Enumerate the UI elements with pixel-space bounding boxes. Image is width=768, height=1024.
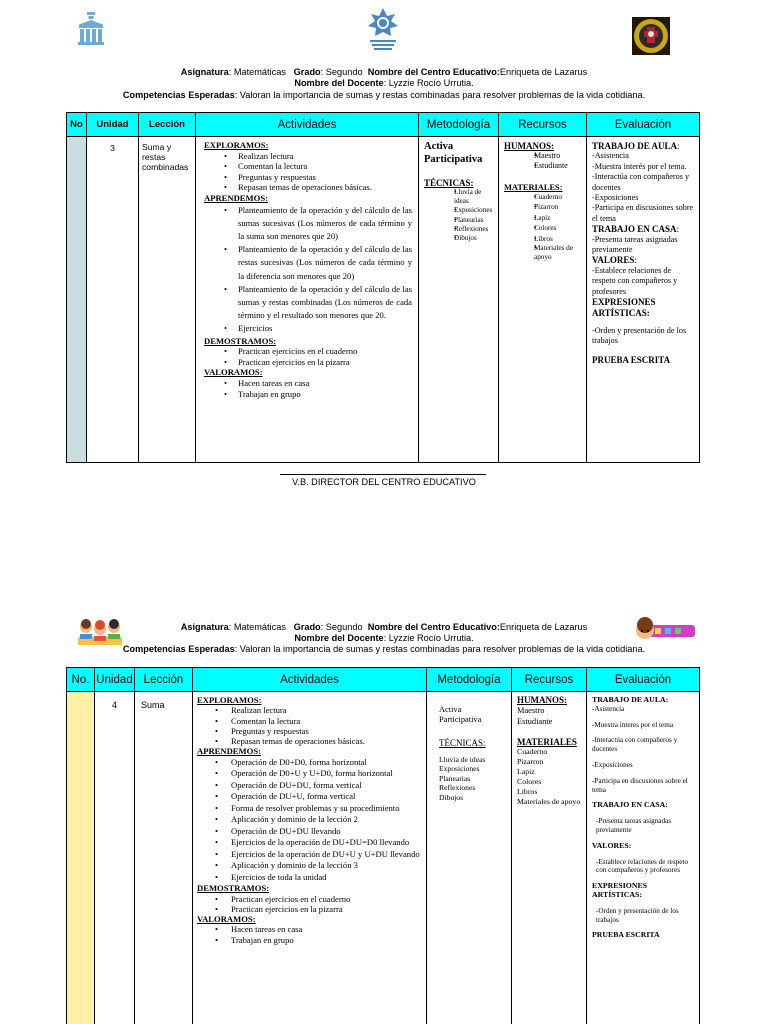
- header-unidad: Unidad: [87, 113, 139, 137]
- aprendemos-title: APRENDEMOS:: [197, 746, 261, 757]
- list-item: • Ejercicios de toda la unidad: [197, 872, 420, 884]
- table-row: [67, 692, 700, 1024]
- list-item: • Hacen tareas en casa: [197, 924, 420, 934]
- header-leccion: Lección: [139, 113, 196, 137]
- exploramos-title: EXPLORAMOS:: [197, 695, 262, 705]
- exploramos-list: [204, 151, 412, 193]
- leccion-cell: Suma: [135, 692, 193, 1024]
- header-actividades: Actividades: [196, 113, 419, 137]
- demostramos-title: DEMOSTRAMOS:: [197, 883, 270, 894]
- list-item: • Practican ejercicios en la pizarra: [204, 357, 412, 368]
- list-item: Reflexiones: [439, 783, 476, 793]
- centro-value: Enriqueta de Lazarus: [499, 67, 588, 77]
- list-item: • Exposiciones: [424, 206, 493, 215]
- asignatura-value: : Matemáticas: [228, 67, 286, 77]
- header-recursos: Recursos: [499, 113, 587, 137]
- eval-item: -Muestra interes por el tema: [592, 720, 674, 729]
- signature-line: [280, 474, 486, 475]
- header-competencias-line-2: [0, 644, 768, 655]
- valores-title: VALORES:: [592, 840, 632, 850]
- header-docente-line-2: [0, 633, 768, 644]
- eval-item: -Asistencia: [592, 151, 629, 161]
- valoramos-list: [204, 378, 412, 399]
- aprendemos-title: APRENDEMOS:: [204, 192, 268, 203]
- eval-item: -Asistencia: [592, 704, 625, 713]
- header-asignatura-line-2: [0, 622, 768, 633]
- list-item: • Planteamiento de la operación y del cálculo de las sumas sucesivas (Los números de cada término y la suma son menores que 20): [204, 204, 412, 244]
- list-item: Lapiz: [517, 767, 535, 776]
- tecnicas-list: [424, 188, 493, 243]
- trabajo-casa-title: TRABAJO EN CASA:: [592, 224, 680, 235]
- list-item: • Aplicación y dominio de la lección 3: [197, 860, 420, 872]
- list-item: • Repasan temas de operaciones básicas.: [204, 182, 412, 193]
- school-building-logo: [76, 11, 106, 45]
- table-row: [67, 137, 700, 463]
- eval-item: -Exposiciones: [592, 193, 639, 203]
- trabajo-casa-title: TRABAJO EN CASA:: [592, 800, 668, 810]
- list-item: • Ejercicios de la operación de DU+U y U+DU llevando: [197, 849, 420, 861]
- competencias-value: : Valoran la importancia de sumas y restas combinadas para resolver problemas de la vida cotidiana.: [234, 90, 646, 100]
- demostramos-list: [197, 894, 420, 915]
- list-item: • Planteamiento de la operación y del cálculo de las restas sucesivas (Los números de cada término y la diferencia son menores que 20): [204, 243, 412, 283]
- recursos-cell: [499, 137, 587, 463]
- no-cell: [67, 137, 87, 463]
- valores-title: VALORES:: [592, 255, 637, 266]
- list-item: • Practican ejercicios en el cuaderno: [197, 894, 420, 904]
- prueba-escrita: PRUEBA ESCRITA: [592, 930, 660, 940]
- eval-item: -Interactúa con compañeros y docentes: [592, 736, 678, 754]
- list-item: • Practican ejercicios en la pizarra: [197, 904, 420, 914]
- tecnicas-title: TÉCNICAS:: [439, 738, 486, 748]
- list-item: Pizarron: [517, 757, 544, 766]
- materiales-list: [504, 192, 581, 262]
- eval-item: -Establece relaciones de respeto con compañeros y profesores: [596, 857, 688, 875]
- school-seal-icon: [632, 17, 670, 55]
- list-item: • Dibujos: [424, 234, 493, 243]
- asignatura-label: Asignatura: [180, 67, 229, 77]
- grado-label: Grado: [293, 622, 321, 632]
- header-unidad: Unidad: [95, 668, 135, 692]
- humanos-title: HUMANOS:: [504, 141, 554, 151]
- list-item: • Lapiz: [504, 213, 581, 223]
- list-item: • Cuaderno: [504, 192, 581, 202]
- grado-value: : Segundo: [320, 67, 363, 77]
- list-item: • Ejercicios de la operación de DU+DU=D0 llevando: [197, 837, 420, 849]
- list-item: • Colores: [504, 223, 581, 233]
- eval-item: -Participa en discusiones sobre el tema: [592, 776, 688, 794]
- actividades-cell: [196, 137, 419, 463]
- eval-item: -Presenta tareas asignadas previamente: [592, 234, 678, 255]
- list-item: • Operación de DU+DU, forma vertical: [197, 780, 420, 792]
- list-item: • Pizarron: [504, 202, 581, 212]
- docente-label: Nombre del Docente: [294, 78, 384, 88]
- list-item: Libros: [517, 787, 538, 796]
- list-item: • Realizan lectura: [204, 151, 412, 162]
- signature-label: V.B. DIRECTOR DEL CENTRO EDUCATIVO: [292, 477, 476, 487]
- secretaria-educacion-emblem-icon: [365, 6, 401, 52]
- competencias-label: Competencias Esperadas: [122, 90, 235, 100]
- unidad-cell: 4: [95, 692, 135, 1024]
- list-item: • Practican ejercicios en el cuaderno: [204, 346, 412, 357]
- actividades-cell: [193, 692, 427, 1024]
- list-item: • Preguntas y respuestas: [197, 726, 420, 736]
- humanos-list: [504, 151, 581, 171]
- grado-label: Grado: [293, 67, 321, 77]
- grado-value: : Segundo: [320, 622, 363, 632]
- prueba-escrita: PRUEBA ESCRITA: [592, 354, 671, 365]
- list-item: • Realizan lectura: [197, 705, 420, 715]
- list-item: • Lluvia de ideas: [424, 188, 493, 206]
- eval-item: -Presenta tareas asignadas previamente: [596, 817, 672, 834]
- metodologia-cell: [419, 137, 499, 463]
- header-evaluacion: Evaluación: [587, 668, 700, 692]
- trabajo-aula-title: TRABAJO DE AULA:: [592, 141, 680, 151]
- asignatura-value: : Matemáticas: [228, 622, 286, 632]
- exploramos-list: [197, 705, 420, 746]
- list-item: • Operación de DU+DU llevando: [197, 826, 420, 838]
- materiales-title: MATERIALES:: [504, 183, 563, 192]
- aprendemos-list: [197, 757, 420, 884]
- header-competencias-line: [0, 90, 768, 101]
- table-header-row: [67, 668, 700, 692]
- demostramos-title: DEMOSTRAMOS:: [204, 335, 277, 346]
- list-item: • Estudiante: [504, 161, 581, 171]
- list-item: • Repasan temas de operaciones básicas.: [197, 736, 420, 746]
- eval-item: -Exposiciones: [592, 760, 633, 769]
- evaluacion-cell: [587, 692, 700, 1024]
- evaluacion-cell: [587, 137, 700, 463]
- unidad-cell: 3: [87, 137, 139, 463]
- exploramos-title: EXPLORAMOS:: [204, 140, 269, 150]
- list-item: • Planteamiento de la operación y del cálculo de las sumas y restas combinadas (Los números de cada término y el resultado son menores que 20.: [204, 283, 412, 323]
- list-item: • Materiales de apoyo: [504, 244, 581, 262]
- list-item: Maestro: [517, 706, 545, 715]
- list-item: • Reflexiones: [424, 225, 493, 234]
- eval-item: -Orden y presentación de los trabajos: [596, 906, 679, 924]
- asignatura-label: Asignatura: [180, 622, 229, 632]
- docente-value: : Lyzzie Rocío Urrutia.: [383, 633, 474, 643]
- list-item: Colores: [517, 777, 542, 786]
- leccion-cell: Suma y restas combinadas: [139, 137, 196, 463]
- list-item: • Preguntas y respuestas: [204, 172, 412, 183]
- list-item: • Operación de D0+U y U+D0, forma horizontal: [197, 768, 420, 780]
- eval-item: -Establece relaciones de respeto con compañeros y profesores: [592, 265, 678, 296]
- header-metodologia: Metodología: [419, 113, 499, 137]
- header-docente-line: [0, 78, 768, 89]
- list-item: • Libros: [504, 234, 581, 244]
- list-item: • Comentan la lectura: [204, 161, 412, 172]
- valoramos-title: VALORAMOS:: [204, 367, 263, 378]
- centro-label: Nombre del Centro Educativo:: [367, 622, 500, 632]
- list-item: • Trabajan en grupo: [197, 935, 420, 945]
- list-item: Exposiciones: [439, 764, 480, 774]
- recursos-cell: [512, 692, 587, 1024]
- aprendemos-list: [204, 204, 412, 336]
- list-item: Dibujos: [439, 792, 464, 802]
- eval-item: -Interactúa con compañeros y docentes: [592, 172, 690, 192]
- list-item: • Comentan la lectura: [197, 716, 420, 726]
- header-recursos: Recursos: [512, 668, 587, 692]
- header-no: No: [67, 113, 87, 137]
- competencias-label: Competencias Esperadas: [122, 644, 235, 654]
- header-actividades: Actividades: [193, 668, 427, 692]
- list-item: • Operación de DU+U, forma vertical: [197, 791, 420, 803]
- list-item: • Maestro: [504, 151, 581, 161]
- list-item: • Forma de resolver problemas y su procedimiento: [197, 803, 420, 815]
- metodologia-title: Activa Participativa: [439, 705, 482, 724]
- expresiones-title: EXPRESIONES ARTÍSTICAS:: [592, 881, 648, 899]
- centro-value: Enriqueta de Lazarus: [499, 622, 588, 632]
- list-item: Planearias: [439, 773, 471, 783]
- list-item: Lluvia de ideas: [439, 754, 486, 764]
- metodologia-title: Activa Participativa: [424, 141, 483, 165]
- header-evaluacion: Evaluación: [587, 113, 700, 137]
- header-metodologia: Metodología: [427, 668, 512, 692]
- list-item: Materiales de apoyo: [517, 797, 581, 806]
- list-item: • Hacen tareas en casa: [204, 378, 412, 389]
- eval-item: -Orden y presentación de los trabajos: [592, 325, 687, 346]
- table-header-row: [67, 113, 700, 137]
- tecnicas-title: TÉCNICAS:: [424, 178, 474, 188]
- valoramos-title: VALORAMOS:: [197, 914, 256, 925]
- lesson-plan-table-unit-3: [66, 112, 700, 463]
- header-no: No.: [67, 668, 95, 692]
- expresiones-title: EXPRESIONES ARTÍSTICAS:: [592, 297, 656, 318]
- list-item: Cuaderno: [517, 747, 548, 756]
- list-item: • Planearias: [424, 216, 493, 225]
- docente-label: Nombre del Docente: [294, 633, 384, 643]
- metodologia-cell: [427, 692, 512, 1024]
- list-item: • Trabajan en grupo: [204, 389, 412, 400]
- eval-item: -Participa en discusiones sobre el tema: [592, 203, 694, 223]
- no-cell: [67, 692, 95, 1024]
- materiales-title: MATERIALES: [517, 737, 577, 747]
- list-item: • Operación de D0+D0, forma horizontal: [197, 757, 420, 769]
- lesson-plan-table-unit-4: [66, 667, 700, 1024]
- valoramos-list: [197, 924, 420, 945]
- header-asignatura-line: [0, 67, 768, 78]
- docente-value: : Lyzzie Rocío Urrutia.: [383, 78, 474, 88]
- humanos-title: HUMANOS:: [517, 695, 567, 705]
- list-item: • Ejercicios: [204, 322, 412, 335]
- eval-item: -Muestra interés por el tema.: [592, 161, 687, 171]
- list-item: Estudiante: [517, 717, 553, 726]
- demostramos-list: [204, 346, 412, 367]
- centro-label: Nombre del Centro Educativo:: [367, 67, 500, 77]
- trabajo-aula-title: TRABAJO DE AULA:: [592, 695, 669, 704]
- list-item: • Aplicación y dominio de la lección 2: [197, 814, 420, 826]
- competencias-value: : Valoran la importancia de sumas y restas combinadas para resolver problemas de la vida cotidiana.: [234, 644, 646, 654]
- header-leccion: Lección: [135, 668, 193, 692]
